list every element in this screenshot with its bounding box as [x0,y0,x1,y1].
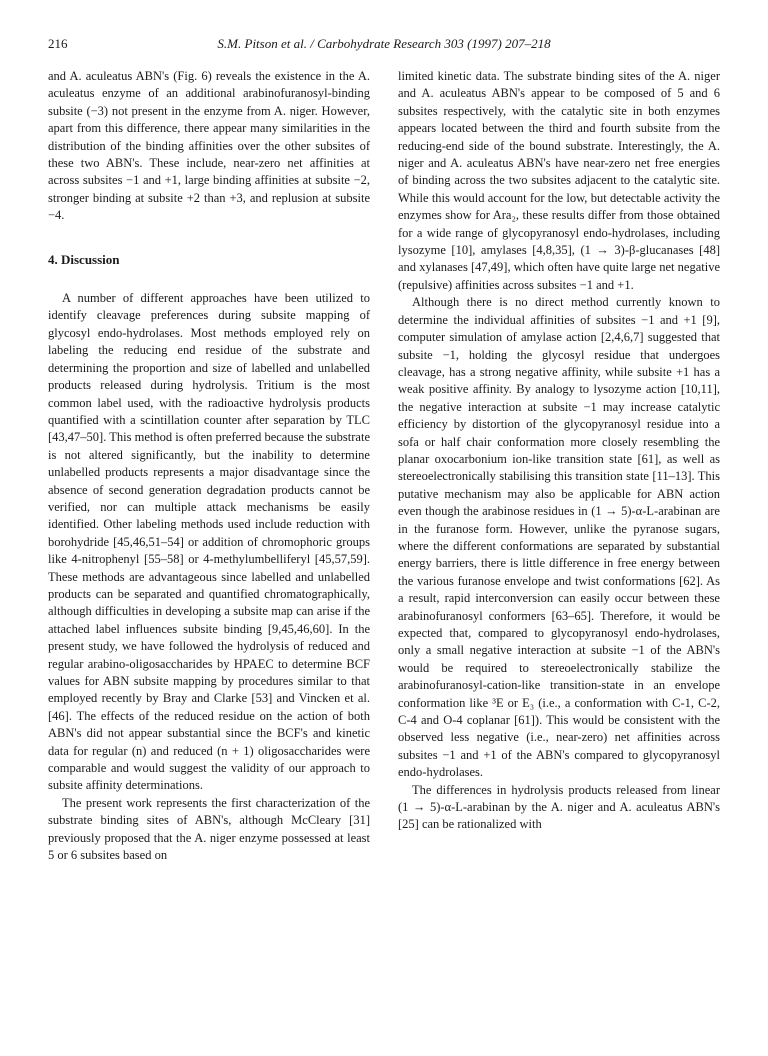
left-paragraph-2: A number of different approaches have been utilized to identify cleavage preferences during subsite mapping of glycosyl endo-hydrolases. Most methods employed rely on labeling the reducing end residue of the substrate and determining the proportion and size of labelled and unlabelled products released during hydrolysis. Tritium is the most common label used, with the radioactive hydrolysis products quantified with a scintillation counter after separation by TLC [43,47–50]. This method is often preferred because the substrate is not altered significantly, but the inability to determine unlabelled products represents a major disadvantage since the absence of second generation degradation products cannot be verified, nor can multiple attack mechanisms be easily identified. Other labeling methods used include reduction with borohydride [45,46,51–54] or addition of chromophoric groups like 4-nitrophenyl [55–58] or 4-methylumbelliferyl [45,57,59]. These methods are advantageous since labelled and unlabelled products can be separated and quantified chromatographically, although difficulties in developing a subsite map can arise if the attached label influences subsite binding [9,45,46,60]. In the present study, we have followed the hydrolysis of reduced and regular arabino-oligosaccharides by HPAEC to determine BCF values for ABN subsite mapping by procedures similar to that employed recently by Bray and Clarke [53] and Vincken et al. [46]. The effects of the reduced residue on the action of both ABN's did not appear substantial since the BCF's and kinetic data for regular (n) and reduced (n + 1) oligosaccharides were comparable and would suggest the validity of our approach to subsite affinity determinations. [48,291,370,793]
right-paragraph-2: Although there is no direct method currently known to determine the individual affinities of subsites −1 and +1 [9], computer simulation of amylase action [2,4,6,7] suggested that subsite −1, holding the glycosyl residue that undergoes cleavage, has a strong negative affinity, while subsite +1 has a weak positive affinity. By analogy to lysozyme action [10,11], the negative interaction at subsite −1 may increase catalytic efficiency by distortion of the glycopyranosyl residue into a sofa or half chair conformation more closely resembling the planar oxocarbonium ion-like transition state [61], as well as stereoelectronically stabilising this transition state [11–13]. This putative mechanism may also be applicable for ABN action even though the arabinose residues in (1 → 5)-α-L-arabinan are in the furanose form. However, unlike the pyranose sugars, where the different conformations are separated by substantial energy barriers, there is little difference in free energy between the various furanose envelope and twist conformations [62]. As a result, rapid interconversion can easily occur between these arabinofuranosyl conformers [63–65]. Therefore, it would be expected that, compared to glycopyranosyl endo-hydrolases, only a small negative interaction at subsite −1 of the ABN's would be required to stereoelectronically stabilize the arabinofuranosyl-cation-like transition-state in an envelope conformation like ³E or E₃ (i.e., a conformation with C-1, C-2, C-4 and O-4 coplanar [61]). This would be consistent with the observed less negative (i.e., near-zero) net affinities across subsites −1 and +1 of the ABN's compared to glycopyranosyl endo-hydrolases. [398,295,720,780]
right-paragraph-1: limited kinetic data. The substrate binding sites of the A. niger and A. aculeatus ABN's appear to be composed of 5 and 6 subsites respectively, with the catalytic site in both enzymes appears located between the third and fourth subsite from the reducing-end side of the bound substrate. Interestingly, the A. niger and A. aculeatus ABN's have near-zero net free energies of binding across the two subsites adjacent to the catalytic site. While this would account for the low, but detectable activity the enzymes show for Ara₂, these results differ from those obtained for a wide range of glycopyranosyl endo-hydrolases, including lysozyme [10], amylases [4,8,35], (1 → 3)-β-glucanases [48] and xylanases [47,49], which often have quite large net negative (repulsive) affinities across subsites −1 and +1. [398,69,720,292]
left-paragraph-1: and A. aculeatus ABN's (Fig. 6) reveals the existence in the A. aculeatus enzyme of an additional arabinofuranosyl-binding subsite (−3) not present in the enzyme from A. niger. However, apart from this difference, there appear many similarities in the distribution of the binding affinities over the other subsites of these two ABN's. These include, near-zero net affinities at across subsites −1 and +1, large binding affinities at subsite −2, stronger binding at subsite +2 than +3, and replusion at subsite −4. [48,69,370,223]
left-paragraph-3: The present work represents the first characterization of the substrate binding sites of ABN's, although McCleary [31] previously proposed that the A. niger enzyme possessed at least 5 or 6 subsites based on [48,795,370,863]
right-paragraph-3: The differences in hydrolysis products released from linear (1 → 5)-α-L-arabinan by the A. niger and A. aculeatus ABN's [25] can be rationalized with [398,782,720,832]
section-heading-discussion: 4. Discussion [48,251,120,267]
left-column [48,68,370,864]
right-column [398,68,720,834]
page-number: 216 [48,36,68,51]
running-title: S.M. Pitson et al. / Carbohydrate Research 303 (1997) 207–218 [217,36,551,51]
page-header [48,36,720,54]
